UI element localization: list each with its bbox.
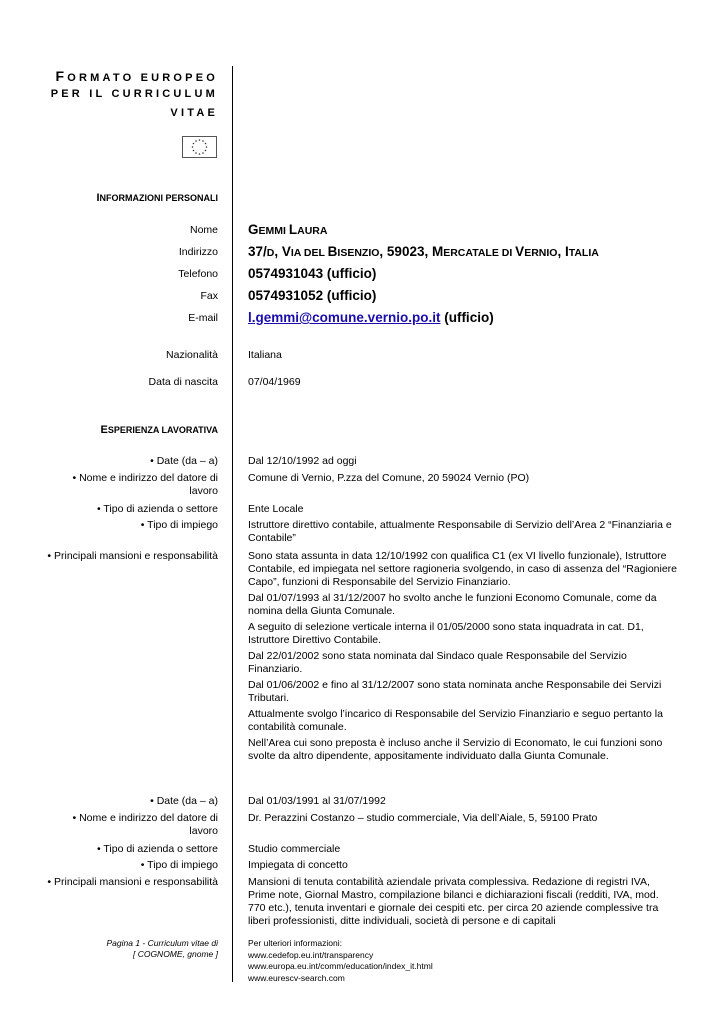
job1-duties bbox=[248, 550, 678, 766]
address-value: 37/D, VIA DEL BISENZIO, 59023, MERCATALE DI VERNIO, ITALIA bbox=[248, 244, 599, 259]
footer-info-label: Per ulteriori informazioni: bbox=[248, 938, 343, 948]
job1-sector: Ente Locale bbox=[248, 503, 304, 515]
name-value: GEMMI LAURA bbox=[248, 222, 328, 237]
job2-duties: Mansioni di tenuta contabilità aziendale privata complessiva. Redazione di registri IVA, Prime note, Giornal Mastro, compilazione bilanci e dichiarazioni fiscali (redditi, IVA, mod. 770 etc.), tenuta inventari e giornale dei cespiti etc. per circa 20 aziende complessive tra liberi professionisti, ditte individuali, società di persone e di capitali bbox=[248, 876, 659, 927]
fax-label: Fax bbox=[200, 290, 218, 302]
job1-duty-paragraph: A seguito di selezione verticale interna il 01/05/2000 sono stata inquadrata in cat. D1, Istruttore Direttivo Contabile. bbox=[248, 621, 644, 646]
job2-duties-label: • Principali mansioni e responsabilità bbox=[47, 876, 218, 888]
phone-label: Telefono bbox=[178, 268, 218, 280]
title-line-1: FORMATO EUROPEO bbox=[55, 68, 218, 84]
footer-name-line: [ COGNOME, gnome ] bbox=[132, 949, 218, 959]
birth-label: Data di nascita bbox=[148, 376, 218, 388]
job1-duty-paragraph: Nell’Area cui sono preposta è incluso anche il Servizio di Economato, le cui funzioni sono svolte da altro dipendente, appositamente individuato dalla Giunta Comunale. bbox=[248, 737, 663, 762]
job1-employer-label: • Nome e indirizzo del datore di lavoro bbox=[72, 472, 218, 497]
job2-sector: Studio commerciale bbox=[248, 843, 341, 855]
job1-job: Istruttore direttivo contabile, attualmente Responsabile di Servizio dell’Area 2 “Finanziaria e Contabile” bbox=[248, 519, 672, 544]
title-line-3: VITAE bbox=[170, 107, 218, 119]
footer-link[interactable]: www.europa.eu.int/comm/education/index_it.html bbox=[248, 961, 433, 971]
section-personal-info: INFORMAZIONI PERSONALI bbox=[96, 192, 218, 204]
fax-value: 0574931052 (ufficio) bbox=[248, 288, 377, 303]
job1-duty-paragraph: Dal 01/07/1993 al 31/12/2007 ho svolto anche le funzioni Economo Comunale, come da nomina della Giunta Comunale. bbox=[248, 592, 657, 617]
birth-value: 07/04/1969 bbox=[248, 376, 301, 388]
phone-value: 0574931043 (ufficio) bbox=[248, 266, 377, 281]
footer-page-info bbox=[107, 938, 219, 960]
job1-employer: Comune di Vernio, P.zza del Comune, 20 59024 Vernio (PO) bbox=[248, 472, 530, 484]
nationality-value: Italiana bbox=[248, 349, 282, 361]
job1-duty-paragraph: Attualmente svolgo l’incarico di Responsabile del Servizio Finanziario e seguo pertanto la contabilità comunale. bbox=[248, 708, 663, 733]
title-line-2: PER IL CURRICULUM bbox=[50, 88, 218, 100]
job2-job-label: • Tipo di impiego bbox=[140, 859, 218, 871]
footer-page-line: Pagina 1 - Curriculum vitae di bbox=[106, 938, 218, 948]
job1-dates: Dal 12/10/1992 ad oggi bbox=[248, 455, 357, 467]
footer-link[interactable]: www.eurescv-search.com bbox=[248, 972, 345, 983]
job2-dates: Dal 01/03/1991 al 31/07/1992 bbox=[248, 795, 386, 807]
job1-dates-label: • Date (da – a) bbox=[150, 455, 218, 467]
job2-dates-label: • Date (da – a) bbox=[150, 795, 218, 807]
eu-flag-icon bbox=[182, 136, 217, 158]
email-label: E-mail bbox=[188, 312, 218, 324]
job2-sector-label: • Tipo di azienda o settore bbox=[96, 843, 218, 855]
job1-duty-paragraph: Sono stata assunta in data 12/10/1992 con qualifica C1 (ex VI livello funzionale), Istruttore Contabile, ed impiegata nel settore ragioneria svolgendo, in caso di assenza del “Ragioniere Capo”, funzioni di Responsabile del Servizio Finanziario. bbox=[248, 550, 678, 588]
job1-sector-label: • Tipo di azienda o settore bbox=[96, 503, 218, 515]
job2-employer-label: • Nome e indirizzo del datore di lavoro bbox=[72, 812, 218, 837]
job1-job-label: • Tipo di impiego bbox=[140, 519, 218, 531]
job1-duty-paragraph: Dal 01/06/2002 e fino al 31/12/2007 sono stata nominata anche Responsabile dei Servizi Tributari. bbox=[248, 679, 662, 704]
section-work-experience: ESPERIENZA LAVORATIVA bbox=[100, 424, 218, 436]
email-value: l.gemmi@comune.vernio.po.it (ufficio) bbox=[248, 310, 494, 325]
footer-links bbox=[248, 938, 433, 984]
address-label: Indirizzo bbox=[178, 246, 218, 258]
footer-link[interactable]: www.cedefop.eu.int/transparency bbox=[248, 949, 374, 960]
job1-duties-label: • Principali mansioni e responsabilità bbox=[47, 550, 218, 562]
email-link[interactable]: l.gemmi@comune.vernio.po.it bbox=[248, 310, 441, 325]
job2-employer: Dr. Perazzini Costanzo – studio commerciale, Via dell’Aiale, 5, 59100 Prato bbox=[248, 812, 598, 824]
job1-duty-paragraph: Dal 22/01/2002 sono stata nominata dal Sindaco quale Responsabile del Servizio Finanziario. bbox=[248, 650, 627, 675]
nationality-label: Nazionalità bbox=[166, 349, 218, 361]
column-divider bbox=[232, 66, 233, 982]
job2-job: Impiegata di concetto bbox=[248, 859, 348, 871]
name-label: Nome bbox=[189, 224, 218, 236]
